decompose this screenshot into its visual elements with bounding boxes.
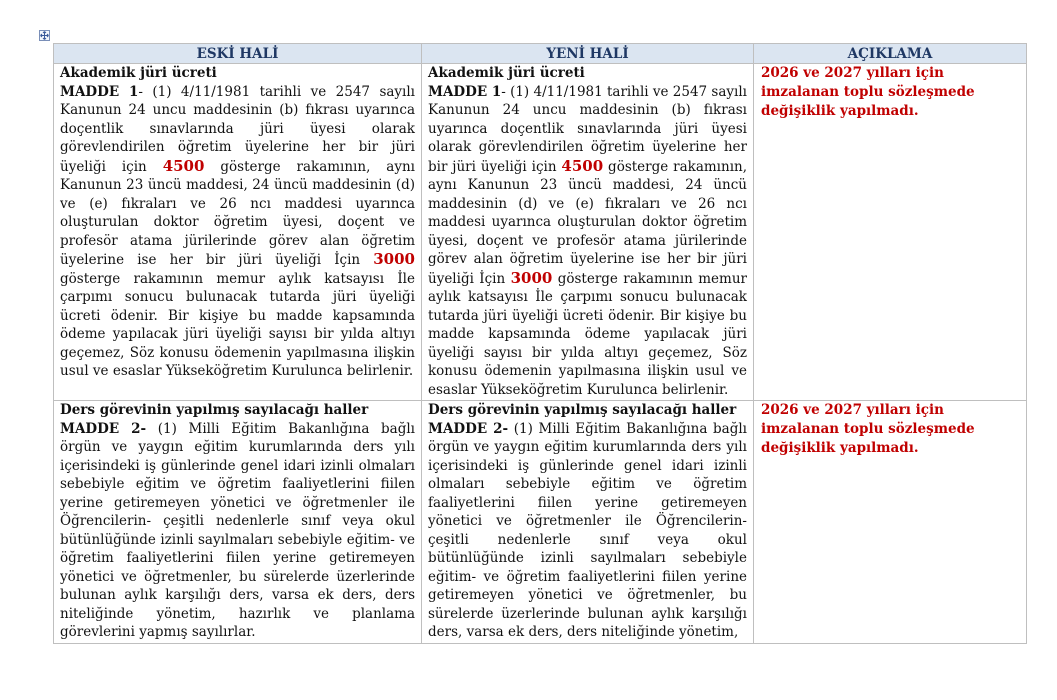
cell-title: Akademik jüri ücreti	[60, 65, 217, 81]
cell-text-part: (1) Milli Eğitim Bakanlığına bağlı örgün ve yaygın eğitim kurumlarında ders yılı içerisindeki iş günlerinde genel idari izinli olmaları sebebiyle eğitim ve öğretim faaliyetlerini fiilen yerine getiremeyen yönetici ve öğretmenler ile Öğrencilerin- çeşitli nedenlerle sınıf veya okul bütünlüğünde izinli sayılmaları sebebiyle eğitim- ve öğretim faaliyetlerini fiilen yerine getiremeyen yönetici ve öğretmenler, bu sürelerde üzerlerinde bulunan aylık karşılığı ders, varsa ek ders, ders niteliğinde yönetim,	[428, 420, 747, 640]
table-row	[54, 401, 1027, 644]
highlight-number: 3000	[373, 250, 415, 268]
highlight-number: 4500	[561, 156, 604, 175]
cell-text-part: gösterge rakamının, aynı Kanunun 23 üncü maddesi, 24 üncü maddesinin (d) ve (e) fıkraları ve 26 ncı maddesi uyarınca oluşturulan doktor öğretim üyesi, doçent ve profesör atama jürilerinde görev alan öğretim üyelerine ise her bir jüri üyeliği İçin	[60, 158, 415, 268]
cell-title: Akademik jüri ücreti	[428, 65, 585, 81]
cell-text-part: gösterge rakamının memur aylık katsayısı İle çarpımı sonucu bulunacak tutarda jüri üyeliği ücreti ödenir. Bir kişiye bu madde kapsamında ödeme yapılacak jüri üyeliği sayısı bir yılda altıyı geçemez, Söz konusu ödemenin yapılmasına ilişkin usul ve esaslar Yükseköğretim Kurulunca belirlenir.	[428, 270, 747, 398]
highlight-number: 4500	[162, 156, 205, 175]
table-row	[54, 64, 1027, 401]
note-text: 2026 ve 2027 yılları için imzalanan toplu sözleşmede değişiklik yapılmadı.	[761, 402, 975, 456]
cell-note-madde-1[interactable]	[754, 64, 1027, 401]
cell-text-part: - (1) 4/11/1981 tarihli ve 2547 sayılı Kanunun 24 uncu maddesinin (b) fıkrası uyarınca doçentlik sınavlarında jüri üyesi olarak görevlendirilen öğretim üyelerine her bir jüri üyeliği için	[60, 83, 416, 175]
cell-text-part: (1) Milli Eğitim Bakanlığına bağlı örgün ve yaygın eğitim kurumlarında ders yılı içerisindeki iş günlerinde genel idari izinli olmaları sebebiyle eğitim ve öğretim faaliyetlerini fiilen yerine getiremeyen yönetici ve öğretmenler ile Öğrencilerin- çeşitli nedenlerle sınıf veya okul bütünlüğünde izinli sayılmaları sebebiyle eğitim- ve öğretim faaliyetlerini fiilen yerine getiremeyen yönetici ve öğretmenler, bu sürelerde üzerlerinde bulunan aylık karşılığı ders, varsa ek ders, ders niteliğinde yönetim, hazırlık ve planlama görevlerini yapmış sayılırlar.	[60, 420, 415, 640]
note-text: 2026 ve 2027 yılları için imzalanan toplu sözleşmede değişiklik yapılmadı.	[761, 65, 975, 119]
madde-label: MADDE 2-	[60, 420, 147, 437]
madde-label: MADDE 1	[428, 83, 502, 100]
cell-text-part: gösterge rakamının memur aylık katsayısı İle çarpımı sonucu bulunacak tutarda jüri üyeliği ücreti ödenir. Bir kişiye bu madde kapsamında ödeme yapılacak jüri üyeliği sayısı bir yılda altıyı geçemez, Söz konusu ödemenin yapılmasına ilişkin usul ve esaslar Yükseköğretim Kurulunca belirlenir.	[60, 270, 415, 379]
cell-old-madde-1[interactable]	[54, 64, 422, 401]
cell-title: Ders görevinin yapılmış sayılacağı haller	[428, 402, 737, 418]
madde-label: MADDE 2-	[428, 420, 509, 437]
cell-old-madde-2[interactable]	[54, 401, 422, 644]
table-move-handle-icon[interactable]	[39, 30, 50, 41]
cell-new-madde-2[interactable]	[422, 401, 754, 644]
madde-label: MADDE 1	[60, 83, 139, 100]
highlight-number: 3000	[510, 268, 553, 287]
header-row	[54, 44, 1027, 64]
cell-new-madde-1[interactable]	[422, 64, 754, 401]
cell-title: Ders görevinin yapılmış sayılacağı haller	[60, 402, 369, 418]
header-new: YENİ HALİ	[422, 44, 754, 64]
header-old: ESKİ HALİ	[54, 44, 422, 64]
cell-text-part: - (1) 4/11/1981 tarihli ve 2547 sayılı Kanunun 24 uncu maddesinin (b) fıkrası uyarınca doçentlik sınavlarında jüri üyesi olarak görevlendirilen öğretim üyelerine her bir jüri üyeliği için	[428, 83, 747, 175]
cell-note-madde-2[interactable]	[754, 401, 1027, 644]
comparison-table	[53, 43, 1027, 644]
header-note: AÇIKLAMA	[754, 44, 1027, 64]
cell-text-part: gösterge rakamının, aynı Kanunun 23 üncü maddesi, 24 üncü maddesinin (d) ve (e) fıkraları ve 26 ncı maddesi uyarınca oluşturulan doktor öğretim üyesi, doçent ve profesör atama jürilerinde görev alan öğretim üyelerine ise her bir jüri üyeliği İçin	[428, 158, 747, 287]
